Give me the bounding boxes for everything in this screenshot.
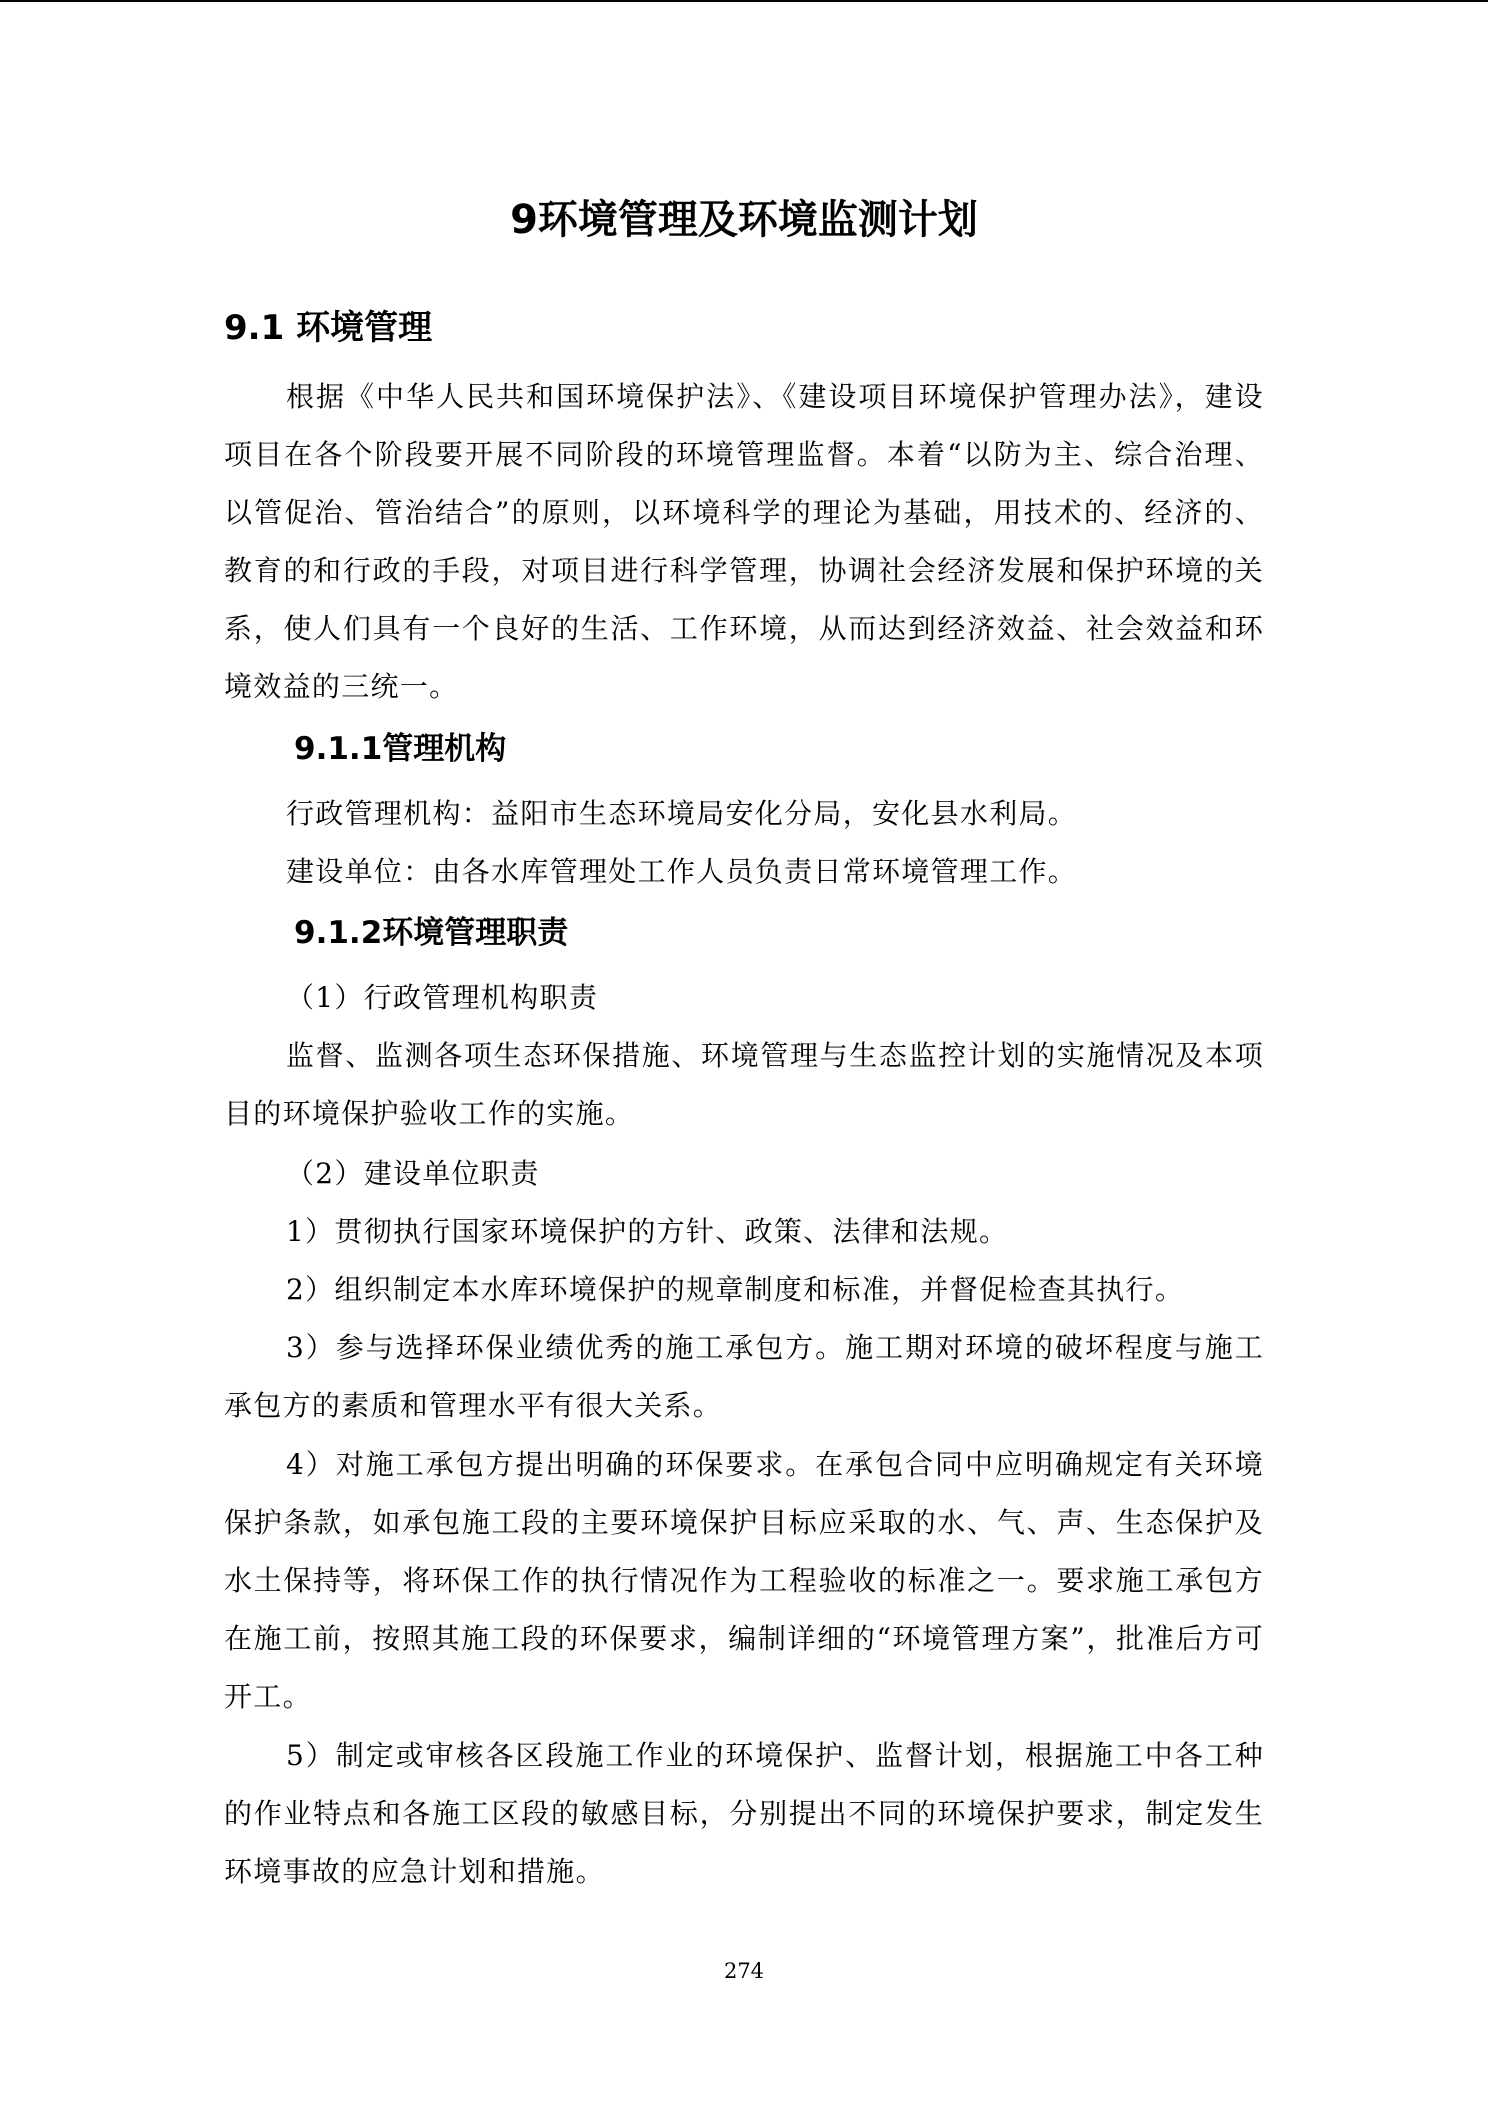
builder-line: 建设单位：由各水库管理处工作人员负责日常环境管理工作。 xyxy=(286,855,1078,888)
sub2-label: （2）建设单位职责 xyxy=(286,1157,540,1190)
page-number: 274 xyxy=(723,1959,765,1983)
duty-item-5: 5）制定或审核各区段施工作业的环境保护、监督计划，根据施工中各工种的作业特点和各施工区段的敏感目标，分别提出不同的环境保护要求，制定发生环境事故的应急计划和措施。 xyxy=(224,1739,1264,1888)
sub1-text: 监督、监测各项生态环保措施、环境管理与生态监控计划的实施情况及本项目的环境保护验收工作的实施。 xyxy=(224,1039,1264,1130)
duty-item-3: 3）参与选择环保业绩优秀的施工承包方。施工期对环境的破坏程度与施工承包方的素质和管理水平有很大关系。 xyxy=(224,1331,1264,1422)
duty-item-3-block xyxy=(224,1319,1264,1435)
duty-item-4-block xyxy=(224,1436,1264,1726)
duty-item-1: 1）贯彻执行国家环境保护的方针、政策、法律和法规。 xyxy=(286,1215,1009,1248)
chapter-title: 9环境管理及环境监测计划 xyxy=(510,197,978,243)
section-heading-9-1-1: 9.1.1管理机构 xyxy=(294,731,507,767)
section-heading-9-1-2: 9.1.2环境管理职责 xyxy=(294,915,569,951)
duty-item-4: 4）对施工承包方提出明确的环保要求。在承包合同中应明确规定有关环境保护条款，如承包施工段的主要环境保护目标应采取的水、气、声、生态保护及水土保持等，将环保工作的执行情况作为工程验收的标准之一。要求施工承包方在施工前，按照其施工段的环保要求，编制详细的“环境管理方案”，批准后方可开工。 xyxy=(224,1448,1264,1713)
section-heading-9-1: 9.1 环境管理 xyxy=(224,308,433,348)
intro-paragraph-block xyxy=(224,368,1264,716)
admin-org-line: 行政管理机构：益阳市生态环境局安化分局，安化县水利局。 xyxy=(286,797,1078,830)
intro-paragraph: 根据《中华人民共和国环境保护法》、《建设项目环境保护管理办法》，建设项目在各个阶段要开展不同阶段的环境管理监督。本着“以防为主、综合治理、以管促治、管治结合”的原则，以环境科学的理论为基础，用技术的、经济的、教育的和行政的手段，对项目进行科学管理，协调社会经济发展和保护环境的关系，使人们具有一个良好的生活、工作环境，从而达到经济效益、社会效益和环境效益的三统一。 xyxy=(224,380,1264,703)
duty-item-5-block xyxy=(224,1727,1264,1901)
sub1-label: （1）行政管理机构职责 xyxy=(286,981,599,1014)
sub1-text-block xyxy=(224,1027,1264,1143)
top-border xyxy=(0,0,1488,2)
duty-item-2: 2）组织制定本水库环境保护的规章制度和标准，并督促检查其执行。 xyxy=(286,1273,1185,1306)
